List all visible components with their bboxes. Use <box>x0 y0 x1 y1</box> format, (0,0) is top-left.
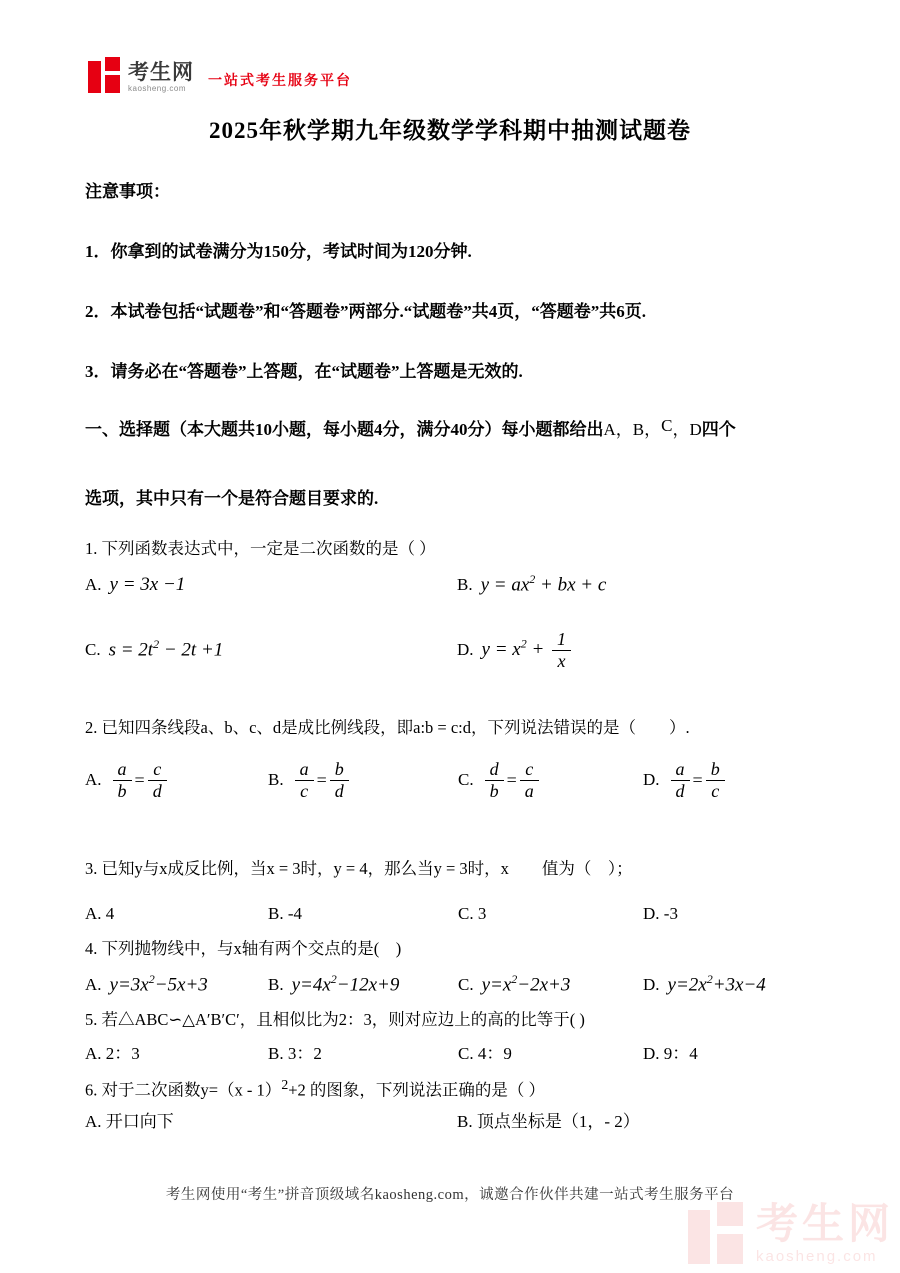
formula-exponent: 2 <box>511 972 518 986</box>
option-label: C. <box>458 770 474 790</box>
q3-option-c: C. 3 <box>458 904 487 923</box>
logo-block <box>717 1234 743 1264</box>
fraction-denominator: c <box>711 780 720 801</box>
formula <box>482 760 542 801</box>
fraction-denominator: c <box>300 780 309 801</box>
q3-option-d: D. -3 <box>643 904 678 923</box>
option-label: A. <box>85 575 102 595</box>
question-5-stem: 5. 若△ABC∽△A′B′C′，且相似比为2：3，则对应边上的高的比等于( ) <box>85 1010 585 1029</box>
fraction <box>552 630 571 671</box>
formula <box>668 760 728 801</box>
formula <box>110 760 170 801</box>
equals-sign: = <box>134 769 145 790</box>
notice-item-2: 2．本试卷包括“试题卷”和“答题卷”两部分.“试题卷”共4页，“答题卷”共6页. <box>85 302 646 321</box>
question-1-options-row1 <box>85 571 815 599</box>
page-title: 2025年秋学期九年级数学学科期中抽测试题卷 <box>209 118 691 143</box>
formula <box>110 971 208 999</box>
option-label: C. <box>458 975 474 995</box>
logo-block <box>105 57 120 71</box>
fraction-denominator: a <box>524 780 534 801</box>
stem-exponent: 2 <box>281 1077 289 1092</box>
fraction <box>148 760 167 801</box>
logo-block <box>88 61 101 93</box>
equals-sign: = <box>316 769 327 790</box>
formula-part: y=x <box>481 974 512 996</box>
fraction-numerator: b <box>706 760 725 781</box>
kaosheng-logo-icon <box>688 1202 746 1264</box>
fraction <box>706 760 725 801</box>
option-label: C. <box>85 640 101 660</box>
notice-item-3: 3．请务必在“答题卷”上答题，在“试题卷”上答题是无效的. <box>85 362 523 381</box>
formula <box>292 760 352 801</box>
formula-part: y = ax <box>480 574 530 596</box>
q5-option-a: A. 2：3 <box>85 1044 140 1063</box>
equals-sign: = <box>506 769 517 790</box>
fraction-numerator: a <box>671 760 690 781</box>
fraction <box>671 760 690 801</box>
q2-option-b <box>268 760 458 801</box>
footer-text: 考生网使用“考生”拼音顶级域名kaosheng.com，诚邀合作伙伴共建一站式考生服务平台 <box>165 1187 735 1203</box>
notice-heading: 注意事项： <box>85 182 170 201</box>
logo-block <box>717 1202 743 1226</box>
formula <box>482 630 575 671</box>
question-1-options-row2 <box>85 630 815 671</box>
q5-option-b: B. 3：2 <box>268 1044 322 1063</box>
brand-tagline: 一站式考生服务平台 <box>208 72 352 88</box>
formula <box>668 971 766 999</box>
question-6-stem <box>85 1075 815 1102</box>
q1-option-a <box>85 572 457 599</box>
formula: y = 3x −1 <box>109 573 186 595</box>
question-2-stem: 2. 已知四条线段a、b、c、d是成比例线段，即a:b = c:d，下列说法错误的是（ ）. <box>85 718 690 737</box>
formula-exponent: 2 <box>148 972 155 986</box>
question-6-options <box>85 1110 815 1134</box>
watermark-domain: kaosheng.com <box>755 1248 878 1265</box>
kaosheng-logo-icon <box>88 57 122 93</box>
watermark-brand: 考生网 <box>755 1200 894 1247</box>
fraction <box>485 760 504 801</box>
option-label: B. <box>268 975 284 995</box>
section-heading-tail: 四个 <box>701 420 736 439</box>
question-4-stem: 4. 下列抛物线中，与x轴有两个交点的是( ) <box>85 939 402 958</box>
kaosheng-watermark <box>688 1202 894 1264</box>
fraction-numerator: a <box>295 760 314 781</box>
formula <box>482 971 571 999</box>
section-heading-line1 <box>85 418 815 442</box>
formula-exponent: 2 <box>153 637 160 652</box>
formula <box>292 971 400 999</box>
fraction-numerator: 1 <box>552 630 571 651</box>
fraction-denominator: d <box>334 780 344 801</box>
fraction <box>295 760 314 801</box>
formula-part: s = 2t <box>108 639 154 661</box>
option-label: D. <box>643 770 660 790</box>
q2-option-d <box>643 760 815 801</box>
q1-option-b <box>457 571 815 599</box>
logo-block <box>688 1210 710 1264</box>
question-5-options <box>85 1042 815 1066</box>
option-label: B. <box>457 575 473 595</box>
formula-part: −2x+3 <box>517 974 571 996</box>
formula-part: y=2x <box>667 974 707 996</box>
equals-sign: = <box>692 769 703 790</box>
section-heading-text: 一、选择题（本大题共10小题，每小题4分，满分40分）每小题都给出 <box>85 420 604 439</box>
q2-option-a <box>85 760 268 801</box>
formula-exponent: 2 <box>520 636 527 651</box>
option-label: A. <box>85 770 102 790</box>
option-label: A. <box>85 975 102 995</box>
q5-option-c: C. 4：9 <box>458 1044 512 1063</box>
choice-letter-d: ，D <box>672 420 702 439</box>
fraction-numerator: c <box>520 760 539 781</box>
choice-letters-ab: A，B， <box>603 420 662 439</box>
q1-option-c <box>85 636 457 664</box>
q3-option-b: B. -4 <box>268 904 302 923</box>
q6-option-a: A. 开口向下 <box>85 1112 174 1131</box>
q6-option-b: B. 顶点坐标是（1，- 2） <box>457 1112 640 1131</box>
formula-exponent: 2 <box>706 972 713 986</box>
fraction-denominator: d <box>152 780 162 801</box>
formula-part: y = x <box>481 638 521 660</box>
option-label: D. <box>457 640 474 660</box>
formula-part: + bx + c <box>535 574 607 596</box>
logo-text <box>128 62 194 93</box>
q2-option-c <box>458 760 643 801</box>
formula-part: y=4x <box>291 974 331 996</box>
formula-part: +3x−4 <box>712 974 766 996</box>
q4-option-c <box>458 971 643 999</box>
q1-option-d <box>457 630 815 671</box>
site-logo <box>88 57 352 93</box>
logo-block <box>105 75 120 93</box>
question-4-options <box>85 971 815 999</box>
q4-option-b <box>268 971 458 999</box>
fraction <box>113 760 132 801</box>
fraction-denominator: b <box>489 780 499 801</box>
formula-exponent: 2 <box>330 972 337 986</box>
fraction <box>520 760 539 801</box>
q5-option-d: D. 9：4 <box>643 1044 698 1063</box>
formula-part: y=3x <box>109 974 149 996</box>
question-1-stem: 1. 下列函数表达式中，一定是二次函数的是（ ） <box>85 539 436 558</box>
choice-letter-c: C <box>661 416 673 435</box>
formula <box>481 571 607 599</box>
formula-part: + <box>526 638 550 660</box>
option-label: D. <box>643 975 660 995</box>
stem-part: 6. 对于二次函数y=（x - 1） <box>85 1080 282 1100</box>
fraction <box>330 760 349 801</box>
stem-part: +2 的图象，下列说法正确的是（ ） <box>288 1080 545 1100</box>
q4-option-a <box>85 971 268 999</box>
fraction-denominator: d <box>675 780 685 801</box>
fraction-numerator: a <box>113 760 132 781</box>
formula-part: − 2t +1 <box>159 639 224 661</box>
notice-item-1: 1．你拿到的试卷满分为150分，考试时间为120分钟. <box>85 242 472 261</box>
q3-option-a: A. 4 <box>85 904 115 923</box>
question-2-options <box>85 760 815 801</box>
fraction-denominator: b <box>117 780 127 801</box>
question-3-stem: 3. 已知y与x成反比例，当x = 3时，y = 4，那么当y = 3时，x 值为（ ）； <box>85 859 633 878</box>
question-3-options <box>85 902 815 926</box>
option-label: B. <box>268 770 284 790</box>
fraction-numerator: c <box>148 760 167 781</box>
brand-domain: kaosheng.com <box>128 84 187 93</box>
fraction-denominator: x <box>557 650 566 671</box>
section-heading-line2: 选项，其中只有一个是符合题目要求的. <box>85 489 379 508</box>
fraction-numerator: b <box>330 760 349 781</box>
fraction-numerator: d <box>485 760 504 781</box>
formula-exponent: 2 <box>529 572 536 586</box>
formula-part: −5x+3 <box>154 974 208 996</box>
formula <box>109 636 224 664</box>
q4-option-d <box>643 971 815 999</box>
brand-name: 考生网 <box>128 61 194 84</box>
watermark-text <box>755 1200 894 1265</box>
formula-part: −12x+9 <box>336 974 400 996</box>
